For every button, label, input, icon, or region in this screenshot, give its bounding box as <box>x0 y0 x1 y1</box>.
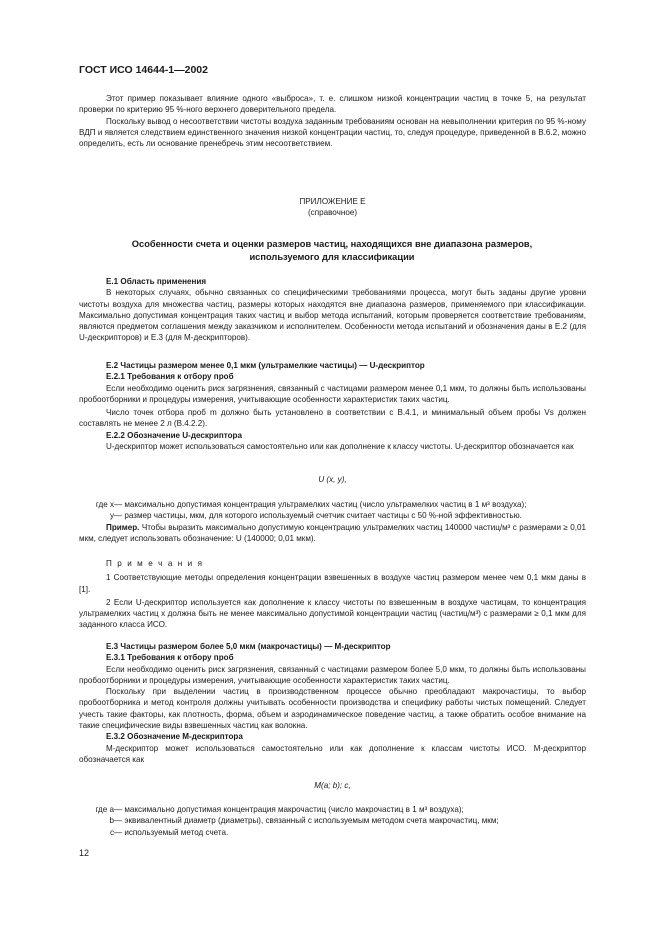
section-heading: Е.2 Частицы размером менее 0,1 мкм (ультрамелкие частицы) — U-дескриптор <box>106 361 425 370</box>
notes-block <box>79 558 586 631</box>
formula-m <box>79 780 586 791</box>
note: 2 Если U-дескриптор используется как дополнение к классу чистоты по взвешенным в воздухе частицам, то концентрация ультрамелких частиц x должна быть не менее максимально допустимой концентрации частиц (частиц/м³) с размерами ≥ 0,1 мкм для заданного класса ИСО. <box>79 597 586 630</box>
legend-value: — максимально допустимая концентрация макрочастиц (число макрочастиц в 1 м³ воздуха); <box>114 805 464 814</box>
notes-label: П р и м е ч а н и я <box>106 559 204 568</box>
annex-note: (справочное) <box>307 208 358 218</box>
annex-label: ПРИЛОЖЕНИЕ Е <box>299 197 366 206</box>
section-e2 <box>79 360 586 452</box>
note: 1 Соответствующие методы определения концентрации взвешенных в воздухе частиц размером менее чем 0,1 мкм даны в [1]. <box>79 573 586 594</box>
example-label: Пример. <box>106 522 140 532</box>
paragraph: Если необходимо оценить риск загрязнения, связанный с частицами размером более 5,0 мкм, то должны быть использованы пробоотборники и процедуры измерения, учитывающие особенности характеристик таких частиц. <box>79 664 586 685</box>
section-e1 <box>79 276 586 344</box>
legend-value: — эквивалентный диаметр (диаметры), связанный с используемым методом счета макрочастиц, мкм; <box>114 816 499 826</box>
legend-row <box>79 510 586 521</box>
legend-row <box>79 827 586 838</box>
legend-key: c <box>109 827 114 837</box>
paragraph: Если необходимо оценить риск загрязнения, связанный с частицами размером менее 0,1 мкм, то должны быть использованы пробоотборники и процедуры измерения, учитывающие особенности характеристик таких частиц. <box>79 383 586 404</box>
subsection-heading: Е.2.1 Требования к отбору проб <box>106 372 234 382</box>
subsection-heading: Е.2.2 Обозначение U-дескриптора <box>106 430 242 440</box>
legend-row <box>79 499 586 510</box>
formula-u <box>79 474 586 485</box>
legend-value: — максимально допустимая концентрация ультрамелких частиц (число ультрамелких частиц в 1 м³ воздуха); <box>114 500 527 509</box>
legend-value: — используемый метод счета. <box>114 827 229 837</box>
annex-heading <box>79 196 586 219</box>
legend-u <box>79 499 586 544</box>
section-heading: Е.3 Частицы размером более 5,0 мкм (макрочастицы) — M-дескриптор <box>106 642 391 651</box>
legend-row <box>79 804 586 815</box>
paragraph: U-дескриптор может использоваться самостоятельно или как дополнение к классу чистоты. U-дескриптор обозначается как <box>106 442 574 452</box>
example-text: Чтобы выразить максимально допустимую концентрацию ультрамелких частиц 140000 частиц/м³ с размерами ≥ 0,01 мкм, следует использовать обозначение: U (140000; 0,01 мкм). <box>79 522 586 543</box>
paragraph: В некоторых случаях, обычно связанных со специфическими требованиями процесса, могут быть заданы другие уровни чистоты воздуха для множества частиц, размеры которых находятся вне диапазона размеров, применяемого при классификации. Максимально допустимая концентрация таких частиц и выбор метода испытаний, которым проверяется соответствие требованиям, являются предметом соглашения между заказчиком и исполнителем. Особенности метода испытаний и обозначения даны в Е.2 (для U-дескрипторов) и Е.3 (для M-дескрипторов). <box>79 288 586 343</box>
subsection-heading: Е.3.1 Требования к отбору проб <box>106 653 234 663</box>
subsection-heading: Е.3.2 Обозначение M-дескриптора <box>106 732 243 742</box>
intro-section <box>79 93 586 149</box>
formula: M(a; b); c, <box>314 781 351 790</box>
example <box>79 522 586 545</box>
section-heading: Е.1 Область применения <box>106 277 207 286</box>
legend-key: где x <box>95 500 114 509</box>
paragraph: M-дескриптор может использоваться самостоятельно или как дополнение к классам чистоты ИСО. M-дескриптор обозначается как <box>79 743 586 764</box>
legend-key: где a <box>95 805 114 814</box>
annex-title: Особенности счета и оценки размеров частиц, находящихся вне диапазона размеров, используемого для классификации <box>131 239 533 262</box>
legend-key: y <box>109 511 114 521</box>
legend-m <box>79 804 586 838</box>
annex-title-block <box>112 238 552 263</box>
paragraph: Поскольку вывод о несоответствии чистоты воздуха заданным требованиям основан на невыполнении критерия по 95 %-ному ВДП и является следствием единственного значения низкой концентрации частиц, то, следуя процедуре, приведенной в В.6.2, можно определить, есть ли основание пренебречь этим несоответствием. <box>79 116 586 149</box>
paragraph: Число точек отбора проб m должно быть установлено в соответствии с В.4.1, и минимальный объем пробы Vs должен составлять не менее 2 л (В.4.2.2). <box>79 408 586 429</box>
paragraph: Поскольку при выделении частиц в производственном процессе обычно преобладают макрочастицы, то выбор пробоотборника и метод контроля должны учитывать особенности производства и специфику работы чистых помещений. Следует учесть такие факторы, как плотность, форма, объем и аэродинамическое поведение частиц, а также обратить особое внимание на такие специфические виды взвешенных частиц как волокна. <box>79 687 586 731</box>
document-header: ГОСТ ИСО 14644-1—2002 <box>79 64 208 76</box>
paragraph: Этот пример показывает влияние одного «выброса», т. е. слишком низкой концентрации частиц в точке 5, на результат проверки по критерию 95 %-ного верхнего доверительного предела. <box>79 94 586 115</box>
legend-key: b <box>109 816 114 826</box>
formula: U (x, y), <box>318 475 347 484</box>
legend-value: — размер частицы, мкм, для которого используемый счетчик считает частицы с 50 %-ной эффективностью. <box>114 511 522 521</box>
page-number: 12 <box>79 848 90 858</box>
section-e3 <box>79 641 586 765</box>
legend-row <box>79 815 586 826</box>
